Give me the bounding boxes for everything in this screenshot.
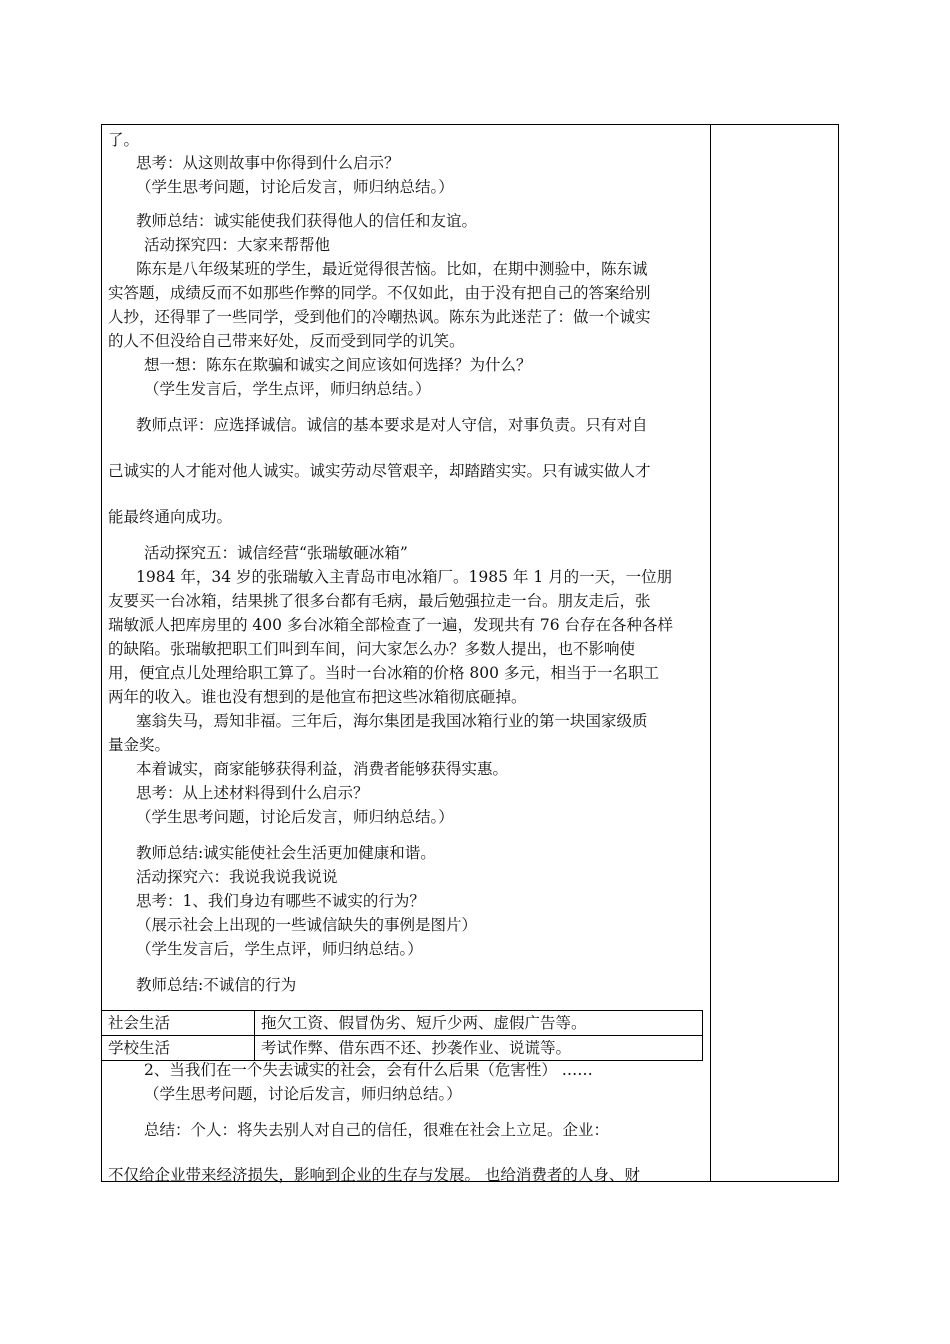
- table-cell-examples: 考试作弊、借东西不还、抄袭作业、说谎等。: [255, 1036, 703, 1061]
- text-line: （学生发言后，学生点评，师归纳总结。）: [136, 940, 423, 958]
- text-line: 思考：1、我们身边有哪些不诚实的行为？: [136, 892, 425, 910]
- text-line: （展示社会上出现的一些诚信缺失的事例是图片）: [136, 916, 478, 934]
- text-line: 2、当我们在一个失去诚实的社会，会有什么后果（危害性） ……: [144, 1061, 593, 1079]
- text-line: 1984 年，34 岁的张瑞敏入主青岛市电冰箱厂。1985 年 1 月的一天，一位朋: [136, 568, 673, 586]
- text-line: （学生思考问题，讨论后发言，师归纳总结。）: [144, 1085, 462, 1103]
- text-line: 用，便宜点儿处理给职工算了。当时一台冰箱的价格 800 多元，相当于一名职工: [108, 664, 659, 682]
- text-line: 思考：从这则故事中你得到什么启示？: [136, 154, 400, 172]
- text-line: 友要买一台冰箱，结果挑了很多台都有毛病，最后勉强拉走一台。朋友走后，张: [108, 592, 651, 610]
- text-line: 量金奖。: [108, 736, 171, 754]
- text-line: 教师总结：诚实能使我们获得他人的信任和友谊。: [136, 212, 478, 230]
- dishonest-behavior-table: [101, 1010, 703, 1061]
- text-line: 教师点评：应选择诚信。诚信的基本要求是对人守信，对事负责。只有对自: [136, 416, 648, 434]
- table-cell-category: 社会生活: [102, 1011, 255, 1036]
- text-line: 的缺陷。张瑞敏把职工们叫到车间，问大家怎么办？多数人提出，也不影响使: [108, 640, 636, 658]
- text-line: 思考：从上述材料得到什么启示？: [136, 784, 369, 802]
- text-line: 想一想：陈东在欺骗和诚实之间应该如何选择？为什么？: [144, 356, 532, 374]
- table-cell-examples: 拖欠工资、假冒伪劣、短斤少两、虚假广告等。: [255, 1011, 703, 1036]
- text-line: 能最终通向成功。: [108, 508, 233, 526]
- text-line: 的人不但没给自己带来好处，反而受到同学的讥笑。: [108, 332, 465, 350]
- text-line: 总结：个人：将失去别人对自己的信任，很难在社会上立足。企业：: [144, 1121, 610, 1139]
- text-line: （学生思考问题，讨论后发言，师归纳总结。）: [136, 808, 454, 826]
- text-line: 陈东是八年级某班的学生，最近觉得很苦恼。比如，在期中测验中，陈东诚: [136, 260, 648, 278]
- text-line: 活动探究五：诚信经营“张瑞敏砸冰箱”: [144, 544, 408, 562]
- text-line: 瑞敏派人把库房里的 400 多台冰箱全部检查了一遍，发现共有 76 台存在各种各样: [108, 616, 674, 634]
- text-line: 塞翁失马，焉知非福。三年后，海尔集团是我国冰箱行业的第一块国家级质: [136, 712, 648, 730]
- table-cell-category: 学校生活: [102, 1036, 255, 1061]
- text-line: （学生思考问题，讨论后发言，师归纳总结。）: [136, 178, 454, 196]
- table-row: [102, 1011, 703, 1036]
- text-line: 两年的收入。谁也没有想到的是他宣布把这些冰箱彻底砸掉。: [108, 688, 527, 706]
- text-line: 不仅给企业带来经济损失，影响到企业的生存与发展。 也给消费者的人身、财: [108, 1166, 640, 1184]
- text-line: 教师总结:不诚信的行为: [136, 976, 297, 994]
- text-line: 活动探究四：大家来帮帮他: [144, 236, 331, 254]
- text-line: 活动探究六：我说我说我说说: [136, 868, 338, 886]
- text-line: 了。: [108, 131, 140, 149]
- right-column-divider: [710, 124, 711, 1182]
- text-line: （学生发言后，学生点评，师归纳总结。）: [144, 380, 431, 398]
- text-line: 己诚实的人才能对他人诚实。诚实劳动尽管艰辛，却踏踏实实。只有诚实做人才: [108, 462, 651, 480]
- text-line: 本着诚实，商家能够获得利益，消费者能够获得实惠。: [136, 760, 509, 778]
- text-line: 人抄，还得罪了一些同学，受到他们的冷嘲热讽。陈东为此迷茫了：做一个诚实: [108, 308, 651, 326]
- table-row: [102, 1036, 703, 1061]
- text-line: 教师总结:诚实能使社会生活更加健康和谐。: [136, 844, 436, 862]
- text-line: 实答题，成绩反而不如那些作弊的同学。不仅如此，由于没有把自己的答案给别: [108, 284, 651, 302]
